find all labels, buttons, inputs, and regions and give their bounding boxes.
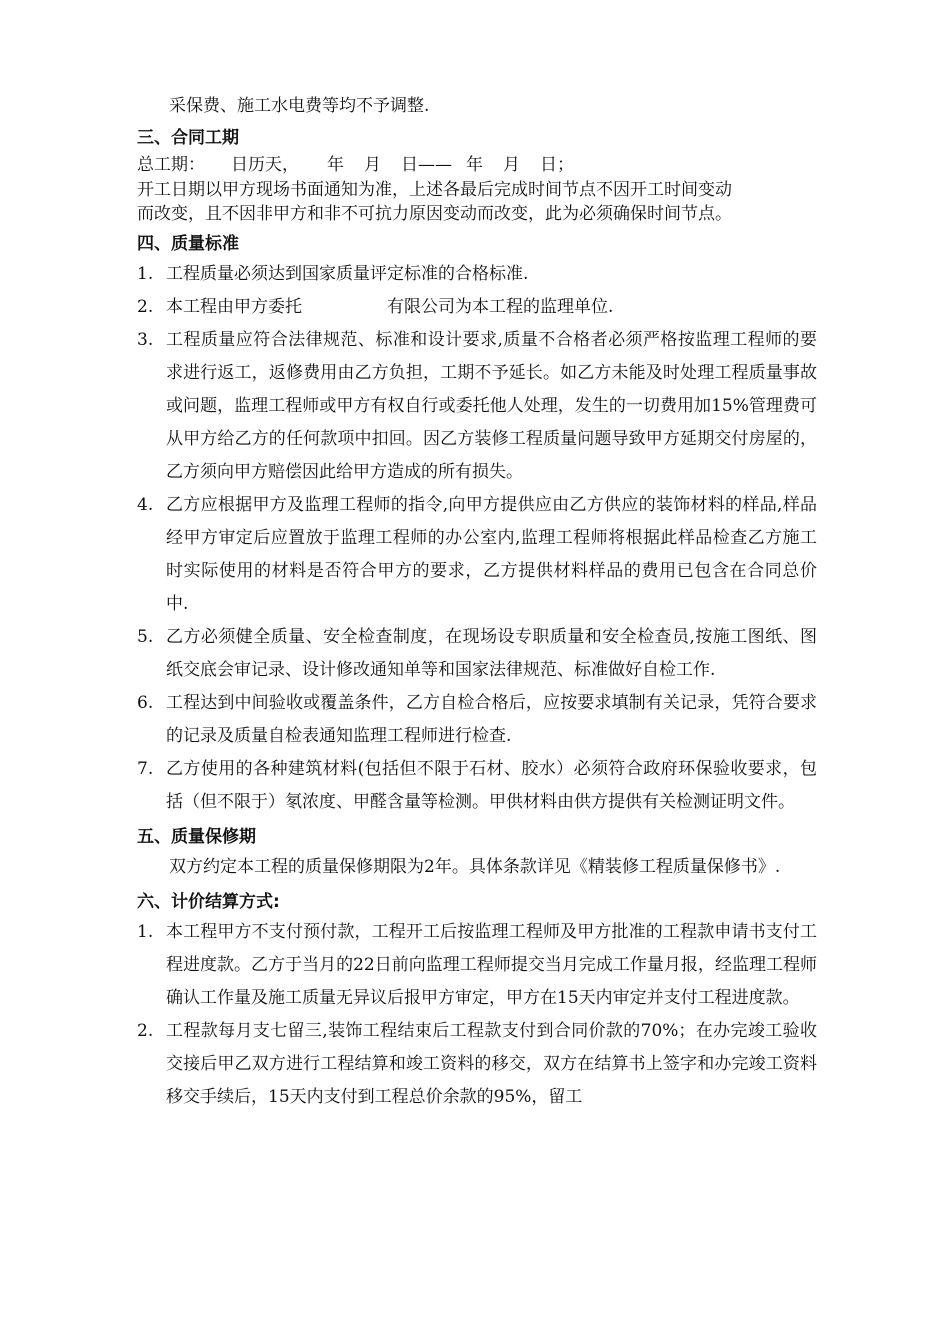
period-note-line: 而改变，且不因非甲方和非不可抗力原因变动而改变，此为必须确保时间节点。 (137, 204, 732, 224)
list-item (137, 1015, 817, 1114)
item-number: 3. (137, 330, 154, 350)
item-number: 7. (137, 759, 154, 779)
document-body (137, 92, 817, 1114)
section-6-title: 六、计价结算方式: (137, 892, 280, 912)
end-day: 日； (540, 155, 574, 175)
item-text: 工程款每月支七留三,装饰工程结束后工程款支付到合同价款的70%；在办完竣工验收交接后甲乙双方进行工程结算和竣工资料的移交，双方在结算书上签字和办完竣工资料移交手续后，15天内支付到工程总价余款的95%，留工 (166, 1021, 817, 1107)
total-period-row (137, 152, 817, 178)
period-days: 日历天， (231, 155, 299, 175)
item-text: 乙方使用的各种建筑材料(包括但不限于石材、胶水）必须符合政府环保验收要求，包括（但不限于）氡浓度、甲醛含量等检测。甲供材料由供方提供有关检测证明文件。 (166, 759, 817, 812)
item-number: 6. (137, 693, 154, 713)
item-number: 5. (137, 627, 154, 647)
list-item (137, 324, 817, 489)
quality-standard-list (137, 258, 817, 819)
item-text: 本工程甲方不支付预付款，工程开工后按监理工程师及甲方批准的工程款申请书支付工程进度款。乙方于当月的22日前向监理工程师提交当月完成工作量月报，经监理工程师确认工作量及施工质量无异议后报甲方审定，甲方在15天内审定并支付工程进度款。 (166, 922, 817, 1008)
list-item (137, 687, 817, 753)
list-item (137, 489, 817, 621)
end-month: 月 (503, 155, 520, 175)
start-year: 年 (327, 155, 344, 175)
item-number: 1. (137, 264, 154, 284)
start-month: 月 (364, 155, 381, 175)
section-5-title: 五、质量保修期 (137, 827, 256, 847)
section-4-title: 四、质量标准 (137, 234, 239, 254)
item-text: 本工程由甲方委托 有限公司为本工程的监理单位. (166, 297, 614, 317)
section-3-title: 三、合同工期 (137, 128, 239, 148)
warranty-paragraph: 双方约定本工程的质量保修期限为2年。具体条款详见《精装修工程质量保修书》. (169, 857, 781, 877)
item-number: 1. (137, 922, 154, 942)
settlement-list (137, 916, 817, 1114)
period-label: 总工期： (137, 155, 205, 175)
item-number: 2. (137, 1021, 154, 1041)
continuation-text: 采保费、施工水电费等均不予调整. (169, 96, 430, 116)
item-text: 工程质量必须达到国家质量评定标准的合格标准. (166, 264, 529, 284)
list-item (137, 291, 817, 324)
list-item (137, 753, 817, 819)
item-text: 乙方必须健全质量、安全检查制度，在现场设专职质量和安全检查员,按施工图纸、图纸交底会审记录、设计修改通知单等和国家法律规范、标准做好自检工作. (166, 627, 817, 680)
item-text: 工程达到中间验收或覆盖条件，乙方自检合格后，应按要求填制有关记录，凭符合要求的记录及质量自检表通知监理工程师进行检查. (166, 693, 817, 746)
item-text: 工程质量应符合法律规范、标准和设计要求,质量不合格者必须严格按监理工程师的要求进行返工，返修费用由乙方负担，工期不予延长。如乙方未能及时处理工程质量事故或问题，监理工程师或甲方有权自行或委托他人处理，发生的一切费用加15%管理费可从甲方给乙方的任何款项中扣回。因乙方装修工程质量问题导致甲方延期交付房屋的，乙方须向甲方赔偿因此给甲方造成的所有损失。 (166, 330, 817, 482)
item-number: 4. (137, 495, 154, 515)
list-item (137, 258, 817, 291)
item-text: 乙方应根据甲方及监理工程师的指令,向甲方提供应由乙方供应的装饰材料的样品,样品经甲方审定后应置放于监理工程师的办公室内,监理工程师将根据此样品检查乙方施工时实际使用的材料是否符合甲方的要求，乙方提供材料样品的费用已包含在合同总价中. (166, 495, 817, 614)
period-note-line: 开工日期以甲方现场书面通知为准，上述各最后完成时间节点不因开工时间变动 (137, 180, 732, 200)
start-day: 日—— (401, 155, 452, 175)
list-item (137, 916, 817, 1015)
item-number: 2. (137, 297, 154, 317)
list-item (137, 621, 817, 687)
end-year: 年 (466, 155, 483, 175)
